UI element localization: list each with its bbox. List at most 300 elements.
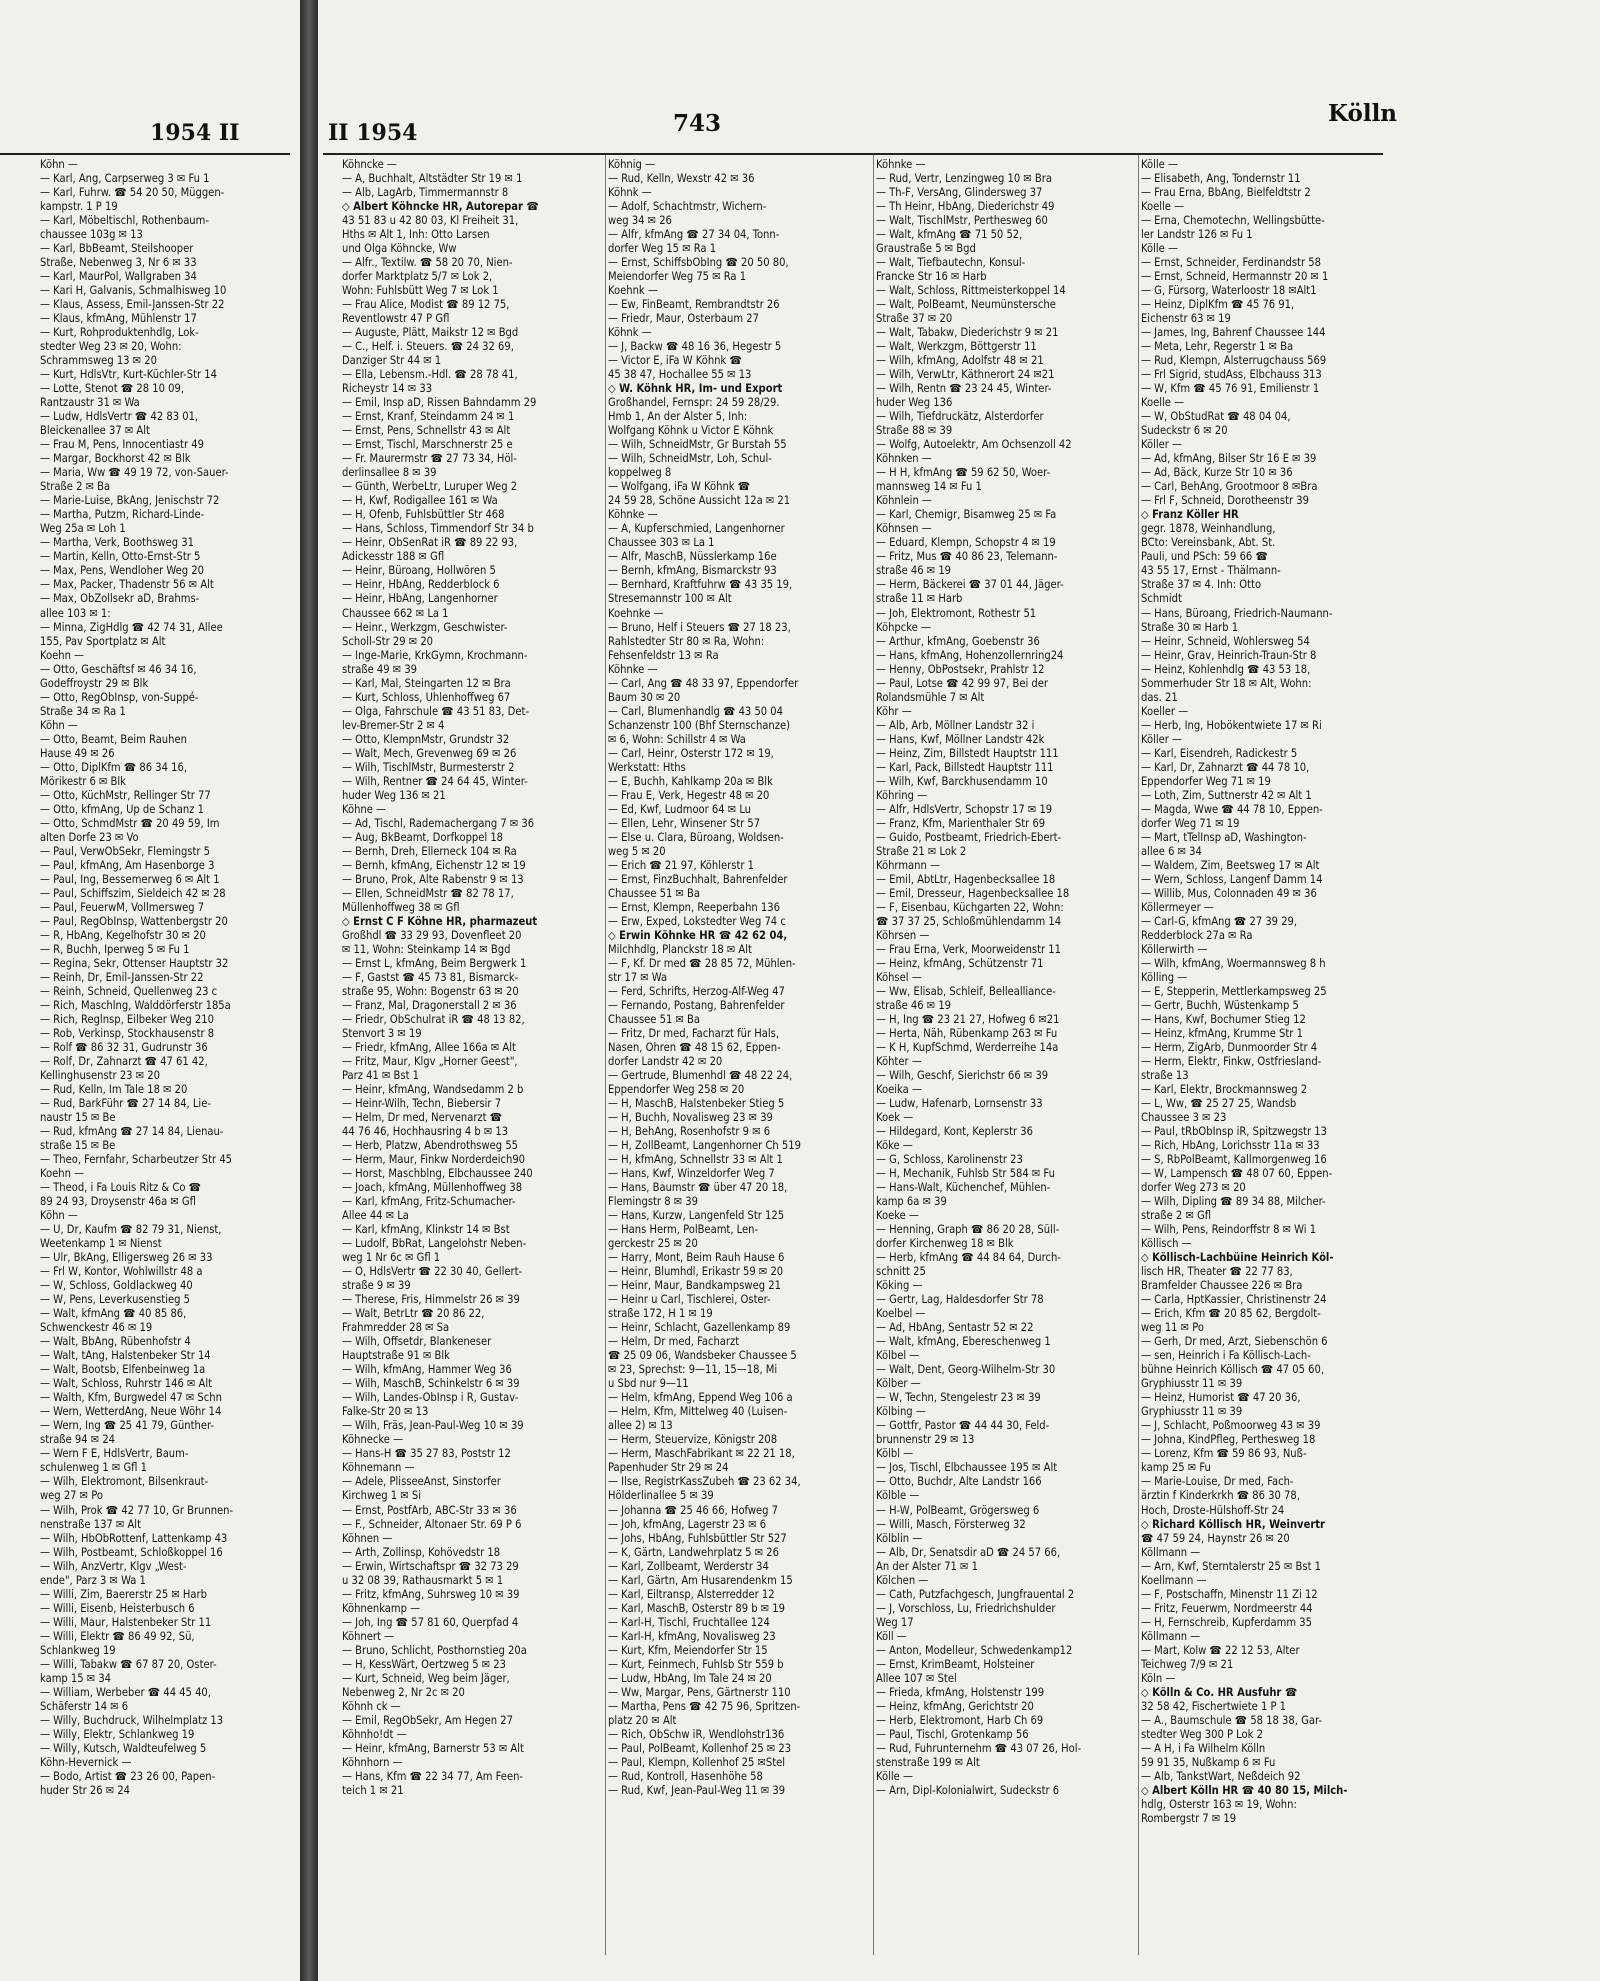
directory-entry-line: ✉ 11, Wohn: Steinkamp 14 ✉ Bgd [342,942,511,956]
directory-entry-line: — Ernst, Kranf, Steindamm 24 ✉ 1 [342,410,515,424]
directory-entry-line: — Bernh, kfmAng, Bismarckstr 93 [608,564,777,578]
directory-entry-line: — Wilh, TischlMstr, Burmesterstr 2 [342,760,515,774]
directory-entry-line: — Fr. Maurermstr ☎ 27 73 34, Höl- [342,452,517,466]
directory-entry-line: — Wilh, Offsetdr, Blankeneser [342,1335,492,1349]
directory-entry-line: Parz 41 ✉ Bst 1 [342,1069,420,1083]
directory-entry-line: — Wern, Schloss, Langenf Damm 14 [1141,872,1323,886]
directory-entry-line: kamp 15 ✉ 34 [40,1671,112,1685]
directory-entry-line: — Bruno, Schlicht, Posthornstieg 20a [342,1643,527,1657]
directory-entry-line: — Heinr., Werkzgm, Geschwister- [342,620,508,634]
directory-entry-line: weg 5 ✉ 20 [608,844,666,858]
directory-entry-line: — Wilh, Tiefdruckätz, Alsterdorfer [876,410,1044,424]
directory-entry-line: platz 20 ✉ Alt [608,1713,677,1727]
directory-entry-line: Rahlstedter Str 80 ✉ Ra, Wohn: [608,634,765,648]
directory-entry-line: dorfer Weg 15 ✉ Ra 1 [608,242,717,256]
directory-entry-line: — W, Kfm ☎ 45 76 91, Emilienstr 1 [1141,382,1320,396]
directory-entry-line: — Rich, Maschlng, Walddörferstr 185a [40,998,231,1012]
surname-heading: Köhpcke — [876,620,931,634]
directory-entry-line: und Olga Köhncke, Ww [342,242,457,256]
surname-heading: Köhnh ck — [342,1699,401,1713]
directory-entry-line: — Herb, Platzw, Abendrothsweg 55 [342,1139,519,1153]
directory-entry-line: — Willib, Mus, Colonnaden 49 ✉ 36 [1141,886,1317,900]
directory-entry-line: — Friedr, ObSchulrat iR ☎ 48 13 82, [342,1012,525,1026]
directory-entry-line: — Walt, Tabakw, Diederichstr 9 ✉ 21 [876,326,1059,340]
directory-entry-line: — Heinr, Maur, Bandkampsweg 21 [608,1279,781,1293]
directory-entry-line: — Henning, Graph ☎ 86 20 28, Süll- [876,1223,1060,1237]
directory-entry-line: — Kari H, Galvanis, Schmalhisweg 10 [40,284,227,298]
directory-entry-line: — Walt, TischlMstr, Perthesweg 60 [876,214,1048,228]
directory-entry-line: — Paul, Schiffszim, Sieldeich 42 ✉ 28 [40,886,226,900]
directory-entry-line: — G, Schloss, Karolinenstr 23 [876,1153,1023,1167]
directory-entry-line: 24 59 28, Schöne Aussicht 12a ✉ 21 [608,494,791,508]
directory-entry-line: ☎ 25 09 06, Wandsbeker Chaussee 5 [608,1349,797,1363]
directory-entry-line: — Bruno, Prok, Alte Rabenstr 9 ✉ 13 [342,872,524,886]
directory-entry-line: — W, Pens, Leverkusenstieg 5 [40,1293,190,1307]
surname-heading: Kölling — [1141,970,1188,984]
directory-entry-line: Mörikestr 6 ✉ Blk [40,774,126,788]
directory-entry-line: — Johs, HbAng, Fuhlsbüttler Str 527 [608,1531,787,1545]
directory-entry-line: ◇ Richard Köllisch HR, Weinvertr [1141,1517,1325,1531]
directory-entry-line: — Ernst, SchiffsbObIng ☎ 20 50 80, [608,256,789,270]
directory-entry-line: — Karl, kfmAng, Fritz-Schumacher- [342,1195,516,1209]
surname-heading: Koelle — [1141,396,1185,410]
surname-heading: Kölbing — [876,1405,926,1419]
directory-entry-line: — Hans, Kurzw, Langenfeld Str 125 [608,1209,785,1223]
directory-entry-line: — Hans, Kwf, Winzeldorfer Weg 7 [608,1167,775,1181]
directory-entry-line: ✉ 6, Wohn: Schillstr 4 ✉ Wa [608,732,746,746]
surname-heading: Köhrmann — [876,858,940,872]
directory-entry-line: — Willi, Maur, Halstenbeker Str 11 [40,1615,212,1629]
directory-entry-line: — William, Werbeber ☎ 44 45 40, [40,1685,211,1699]
directory-entry-line: — F, Kf. Dr med ☎ 28 85 72, Mühlen- [608,956,796,970]
directory-entry-line: Allee 44 ✉ La [342,1209,409,1223]
surname-heading: Kölle — [876,1769,913,1783]
directory-column-1 [40,158,295,1968]
surname-heading: Kölbl — [876,1447,914,1461]
directory-entry-line: — H, Fernschreib, Kupferdamm 35 [1141,1615,1312,1629]
directory-entry-line: — Wilh, kfmAng, Hammer Weg 36 [342,1363,512,1377]
directory-entry-line: — H, BehAng, Rosenhofstr 9 ✉ 6 [608,1125,771,1139]
directory-entry-line: — J, Vorschloss, Lu, Friedrichshulder [876,1601,1056,1615]
directory-entry-line: — F., Schneider, Altonaer Str. 69 P 6 [342,1517,522,1531]
directory-entry-line: 89 24 93, Droysenstr 46a ✉ Gfl [40,1195,196,1209]
directory-entry-line: — Walt, kfmAng ☎ 71 50 52, [876,228,1023,242]
directory-entry-line: stedter Weg 23 ✉ 20, Wohn: [40,340,182,354]
directory-entry-line: straße 46 ✉ 19 [876,564,952,578]
surname-heading: Koehn — [40,648,85,662]
directory-entry-line: — Cath, Putzfachgesch, Jungfrauental 2 [876,1587,1075,1601]
directory-entry-line: — Wilh, SchneidMstr, Gr Burstah 55 [608,438,787,452]
directory-entry-line: — Rud, Fuhrunternehm ☎ 43 07 26, Hol- [876,1741,1082,1755]
directory-entry-line: — Rolf ☎ 86 32 31, Gudrunstr 36 [40,1040,208,1054]
directory-entry-line: — Rud, Kontroll, Hasenhöhe 58 [608,1769,763,1783]
directory-entry-line: — Karl, MaurPol, Wallgraben 34 [40,270,197,284]
directory-entry-line: — Otto, Geschäftsf ✉ 46 34 16, [40,662,197,676]
directory-entry-line: ◇ W. Köhnk HR, Im- und Export [608,382,783,396]
directory-entry-line: — Paul, RegObInsp, Wattenbergstr 20 [40,914,228,928]
directory-entry-line: — Ludolf, BbRat, Langelohstr Neben- [342,1237,527,1251]
directory-entry-line: — Ernst, Tischl, Marschnerstr 25 e [342,438,513,452]
directory-entry-line: — Karl, Möbeltischl, Rothenbaum- [40,214,209,228]
directory-entry-line: — H, Ing ☎ 23 21 27, Hofweg 6 ✉21 [876,1012,1060,1026]
directory-entry-line: — O, HdlsVertr ☎ 22 30 40, Gellert- [342,1265,523,1279]
directory-entry-line: — Wilh, SchneidMstr, Loh, Schul- [608,452,772,466]
directory-entry-line: — Mart, tTelInsp aD, Washington- [1141,830,1307,844]
directory-entry-line: — Wern, Ing ☎ 25 41 79, Günther- [40,1419,214,1433]
directory-entry-line: — H, MaschB, Halstenbeker Stieg 5 [608,1097,785,1111]
directory-entry-line: Richeystr 14 ✉ 33 [342,382,433,396]
directory-entry-line: koppelweg 8 [608,466,672,480]
directory-entry-line: — Alfr., Textilw. ☎ 58 20 70, Nien- [342,256,513,270]
directory-entry-line: dorfer Kirchenweg 18 ✉ Blk [876,1237,1014,1251]
directory-entry-line: 43 51 83 u 42 80 03, Kl Freiheit 31, [342,214,519,228]
directory-entry-line: — Rich, ObSchw iR, Wendlohstr136 [608,1727,785,1741]
right-header-rule [323,153,1383,155]
directory-entry-line: Nebenweg 2, Nr 2c ✉ 20 [342,1685,465,1699]
directory-entry-line: — Kurt, Schloss, Uhlenhoffweg 67 [342,690,511,704]
directory-entry-line: Rolandsmühle 7 ✉ Alt [876,690,985,704]
directory-entry-line: — Ulr, BkAng, Elligersweg 26 ✉ 33 [40,1251,213,1265]
surname-heading: Köhter — [876,1055,922,1068]
directory-entry-line: Weg 17 [876,1615,914,1629]
directory-entry-line: Straße 88 ✉ 39 [876,424,953,438]
surname-heading: Köhnho!dt — [342,1727,407,1741]
directory-entry-line: — Joh, Elektromont, Rothestr 51 [876,606,1037,620]
directory-entry-line: — Max, Pens, Wendloher Weg 20 [40,564,204,578]
directory-entry-line: — Alb, LagArb, Timmermannstr 8 [342,186,509,200]
directory-entry-line: Weg 25a ✉ Loh 1 [40,522,126,536]
directory-entry-line: lev-Bremer-Str 2 ✉ 4 [342,718,445,732]
directory-entry-line: — Erich ☎ 21 97, Köhlerstr 1 [608,858,754,872]
directory-entry-line: — Rud, Vertr, Lenzingweg 10 ✉ Bra [876,172,1052,186]
directory-entry-line: 44 76 46, Hochhausring 4 b ✉ 13 [342,1125,509,1139]
directory-entry-line: bühne Heinrich Köllisch ☎ 47 05 60, [1141,1363,1325,1377]
directory-entry-line: — Wilh, kfmAng, Adolfstr 48 ✉ 21 [876,354,1044,368]
surname-heading: Köhne — [342,802,387,816]
directory-entry-line: — Wilh, Dipling ☎ 89 34 88, Milcher- [1141,1195,1326,1209]
directory-entry-line: Straße 37 ✉ 20 [876,312,953,326]
column-divider [1138,155,1139,1955]
directory-entry-line: — H, KessWärt, Oertzweg 5 ✉ 23 [342,1657,506,1671]
directory-entry-line: Chaussee 51 ✉ Ba [608,886,700,900]
directory-entry-line: — Wilh, Rentn ☎ 23 24 45, Winter- [876,382,1052,396]
directory-entry-line: — Willi, Zim, Baererstr 25 ✉ Harb [40,1587,207,1601]
directory-entry-line: — Willy, Buchdruck, Wilhelmplatz 13 [40,1713,224,1727]
surname-heading: Köhnert — [342,1629,395,1643]
directory-entry-line: Schlankweg 19 [40,1643,116,1657]
directory-entry-line: — Bruno, Helf i Steuers ☎ 27 18 23, [608,620,791,634]
directory-entry-line: — Bernh, kfmAng, Eichenstr 12 ✉ 19 [342,858,526,872]
directory-entry-line: — Franz, Kfm, Marienthaler Str 69 [876,816,1046,830]
directory-entry-line: — U, Dr, Kaufm ☎ 82 79 31, Nienst, [40,1223,222,1237]
directory-entry-line: — Heinz, Zim, Billstedt Hauptstr 111 [876,746,1059,760]
directory-entry-line: huder Weg 136 ✉ 21 [342,788,446,802]
directory-entry-line: — Herb, Ing, Hobökentwiete 17 ✉ Ri [1141,718,1322,732]
directory-entry-line: Bleickenallee 37 ✉ Alt [40,424,150,438]
directory-entry-line: — H, ZollBeamt, Langenhorner Ch 519 [608,1139,801,1153]
directory-entry-line: huder Str 26 ✉ 24 [40,1783,131,1797]
directory-entry-line: — Walt, Schloss, Ruhrstr 146 ✉ Alt [40,1377,213,1391]
directory-entry-line: — Karl, Zollbeamt, Werderstr 34 [608,1559,769,1573]
directory-entry-line: — F, Postschaffn, Minenstr 11 Zi 12 [1141,1587,1318,1601]
directory-entry-line: — Aug, BkBeamt, Dorfkoppel 18 [342,830,504,844]
directory-entry-line: — Ella, Lebensm.-Hdl. ☎ 28 78 41, [342,368,518,382]
directory-entry-line: — Alfr, HdlsVertr, Schopstr 17 ✉ 19 [876,802,1053,816]
directory-entry-line: gegr. 1878, Weinhandlung, [1141,522,1276,536]
directory-entry-line: — Ludw, Hafenarb, Lornsenstr 33 [876,1097,1043,1111]
directory-entry-line: — Paul, kfmAng, Am Hasenborge 3 [40,858,215,872]
directory-entry-line: Allee 107 ✉ Stel [876,1671,957,1685]
directory-entry-line: — Frl Sigrid, studAss, Elbchauss 313 [1141,368,1322,382]
directory-entry-line: — Ernst, KrimBeamt, Holsteiner [876,1657,1035,1671]
directory-entry-line: — Max, Packer, Thadenstr 56 ✉ Alt [40,578,214,592]
directory-entry-line: — Gertrude, Blumenhdl ☎ 48 22 24, [608,1069,793,1083]
directory-entry-line: — sen, Heinrich i Fa Köllisch-Lach- [1141,1349,1311,1363]
directory-entry-line: — A, Kupferschmied, Langenhorner [608,522,785,536]
surname-heading: Köhnhorn — [342,1755,403,1769]
surname-heading: Koehnk — [608,284,658,298]
directory-entry-line: — Olga, Fahrschule ☎ 43 51 83, Det- [342,704,529,718]
directory-entry-line: Straße 2 ✉ Ba [40,480,111,494]
directory-entry-line: — Reinh, Dr, Emil-Janssen-Str 22 [40,970,204,984]
directory-entry-line: — Karl, Eisendreh, Radickestr 5 [1141,746,1298,760]
directory-entry-line: — Maria, Ww ☎ 49 19 72, von-Sauer- [40,466,229,480]
directory-entry-line: — Reinh, Schneid, Quellenweg 23 c [40,984,218,998]
directory-entry-line: — Johanna ☎ 25 46 66, Hofweg 7 [608,1503,779,1517]
directory-entry-line: — Fernando, Postang, Bahrenfelder [608,998,785,1012]
surname-heading: Koeke — [876,1209,919,1223]
directory-entry-line: — A H, i Fa Wilhelm Kölln [1141,1741,1266,1755]
directory-entry-line: — F, Eisenbau, Küchgarten 22, Wohn: [876,900,1064,914]
directory-entry-line: — K, Gärtn, Landwehrplatz 5 ✉ 26 [608,1545,779,1559]
directory-entry-line: — Otto, Beamt, Beim Rauhen [40,732,187,746]
directory-entry-line: Wolfgang Köhnk u Victor E Köhnk [608,424,774,438]
directory-entry-line: Schmidt [1141,592,1182,606]
directory-entry-line: 43 55 17, Ernst - Thälmann- [1141,564,1281,578]
directory-entry-line: — Heinr, Schlacht, Gazellenkamp 89 [608,1321,791,1335]
surname-heading: Kölbel — [876,1349,920,1363]
directory-entry-line: Adickesstr 188 ✉ Gfl [342,550,445,564]
directory-entry-line: — James, Ing, Bahrenf Chaussee 144 [1141,326,1326,340]
directory-entry-line: — Wilh, Rentner ☎ 24 64 45, Winter- [342,774,528,788]
directory-entry-line: Straße, Nebenweg 3, Nr 6 ✉ 33 [40,256,197,270]
directory-entry-line: ◇ Albert Köhncke HR, Autorepar ☎ [342,200,539,214]
directory-entry-line: — Loth, Zim, Suttnerstr 42 ✉ Alt 1 [1141,788,1312,802]
directory-entry-line: — Fritz, Dr med, Facharzt für Hals, [608,1026,780,1040]
surname-heading: Koek — [876,1111,914,1125]
directory-entry-line: — Regina, Sekr, Ottenser Hauptstr 32 [40,956,229,970]
directory-entry-line: — Erw, Exped, Lokstedter Weg 74 c [608,914,786,928]
directory-entry-line: — Ludw, HdlsVertr ☎ 42 83 01, [40,410,199,424]
directory-entry-line: — Bodo, Artist ☎ 23 26 00, Papen- [40,1769,216,1783]
directory-entry-line: — Rolf, Dr, Zahnarzt ☎ 47 61 42, [40,1055,208,1068]
directory-entry-line: — Karl, Fuhrw. ☎ 54 20 50, Müggen- [40,186,225,200]
directory-entry-line: Danziger Str 44 ✉ 1 [342,354,442,368]
directory-entry-line: — Karl, MaschB, Osterstr 89 b ✉ 19 [608,1601,785,1615]
directory-entry-line: — Emil, Insp aD, Rissen Bahndamm 29 [342,396,537,410]
surname-heading: Kölle — [1141,242,1178,256]
surname-heading: Köhnig — [608,158,656,171]
directory-entry-line: kampstr. 1 P 19 [40,200,118,214]
directory-entry-line: — J, Schlacht, Poßmoorweg 43 ✉ 39 [1141,1419,1321,1433]
directory-entry-line: — Frieda, kfmAng, Holstenstr 199 [876,1685,1045,1699]
directory-entry-line: teich 1 ✉ 21 [342,1783,404,1797]
directory-entry-line: — Herm, ZigArb, Dunmoorder Str 4 [1141,1040,1318,1054]
directory-entry-line: — Otto, kfmAng, Up de Schanz 1 [40,802,204,816]
directory-entry-line: — Paul, Ing, Bessemerweg 6 ✉ Alt 1 [40,872,220,886]
directory-entry-line: — Walt, kfmAng, Ebereschenweg 1 [876,1335,1051,1349]
directory-entry-line: — Rob, Verkinsp, Stockhausenstr 8 [40,1026,215,1040]
directory-entry-line: — G, Fürsorg, Waterloostr 18 ✉Alt1 [1141,284,1317,298]
directory-entry-line: — Frau E, Verk, Hegestr 48 ✉ 20 [608,788,770,802]
directory-entry-line: weg 34 ✉ 26 [608,214,672,228]
directory-entry-line: — W, ObStudRat ☎ 48 04 04, [1141,410,1291,424]
directory-entry-line: Scholl-Str 29 ✉ 20 [342,634,434,648]
directory-entry-line: — Arn, Dipl-Kolonialwirt, Sudeckstr 6 [876,1783,1060,1797]
directory-entry-line: — Victor E, iFa W Köhnk ☎ [608,354,742,368]
directory-entry-line: — Bernh, Dreh, Ellerneck 104 ✉ Ra [342,844,517,858]
directory-entry-line: — Horst, Maschblng, Elbchaussee 240 [342,1167,533,1181]
directory-entry-line: straße 94 ✉ 24 [40,1433,116,1447]
surname-heading: Koelbel — [876,1307,926,1321]
directory-entry-line: Hauptstraße 91 ✉ Blk [342,1349,450,1363]
directory-entry-line: — Friedr, kfmAng, Allee 166a ✉ Alt [342,1040,516,1054]
directory-entry-line: — Anton, Modelleur, Schwedenkamp12 [876,1643,1073,1657]
directory-entry-line: Straße 37 ✉ 4. Inh: Otto [1141,578,1262,592]
directory-entry-line: — Paul, Lotse ☎ 42 99 97, Bei der [876,676,1048,690]
surname-heading: Köhn — [40,718,78,732]
directory-entry-line: — Karl, Pack, Billstedt Hauptstr 111 [876,760,1054,774]
left-page [0,0,300,1981]
directory-entry-line: — Walt, PolBeamt, Neumünstersche [876,298,1056,312]
directory-entry-line: — Paul, tRbObInsp iR, Spitzwegstr 13 [1141,1125,1327,1139]
directory-entry-line: — Frl W, Kontor, Wohlwillstr 48 a [40,1265,203,1279]
directory-entry-line: — H, kfmAng, Schnellstr 33 ✉ Alt 1 [608,1153,783,1167]
directory-entry-line: Pauli, und PSch: 59 66 ☎ [1141,550,1268,564]
column-divider [873,155,874,1955]
directory-entry-line: — Theod, i Fa Louis Ritz & Co ☎ [40,1181,202,1195]
directory-entry-line: — Auguste, Plätt, Maikstr 12 ✉ Bgd [342,326,519,340]
directory-entry-line: — L, Ww, ☎ 25 27 25, Wandsb [1141,1097,1297,1111]
directory-entry-line: — Ernst, Klempn, Reeperbahn 136 [608,900,780,914]
surname-heading: Koehn — [40,1167,85,1181]
directory-entry-line: — Paul, FeuerwM, Vollmersweg 7 [40,900,205,914]
directory-entry-line: — Herm, Steuervize, Königstr 208 [608,1433,778,1447]
directory-entry-line: Gryphiusstr 11 ✉ 39 [1141,1377,1243,1391]
directory-entry-line: — Wolfg, Autoelektr, Am Ochsenzoll 42 [876,438,1072,452]
directory-entry-line: — Gertr, Lag, Haldesdorfer Str 78 [876,1293,1044,1307]
surname-heading: Köllmann — [1141,1629,1201,1643]
directory-entry-line: — Heinr, HbAng, Redderblock 6 [342,578,500,592]
directory-entry-line: — Wilh, Geschf, Sierichstr 66 ✉ 39 [876,1069,1049,1083]
directory-entry-line: — Wilh, Postbeamt, Schloßkoppel 16 [40,1545,223,1559]
directory-entry-line: Werkstatt: Hths [608,760,686,774]
directory-entry-line: Chaussee 303 ✉ La 1 [608,536,715,550]
directory-entry-line: — Mart, Kolw ☎ 22 12 53, Alter [1141,1643,1300,1657]
directory-entry-line: ◇ Albert Kölln HR ☎ 40 80 15, Milch- [1141,1783,1348,1797]
directory-entry-line: — Minna, ZigHdlg ☎ 42 74 31, Allee [40,620,223,634]
directory-entry-line: weg 1 Nr 6c ✉ Gfl 1 [342,1251,441,1265]
surname-heading: Köhnenkamp — [342,1601,421,1615]
directory-entry-line: — Rud, Kwf, Jean-Paul-Weg 11 ✉ 39 [608,1783,786,1797]
surname-heading: Köller — [1141,438,1183,452]
directory-entry-line: — H H, kfmAng ☎ 59 62 50, Woer- [876,466,1051,480]
directory-entry-line: — Willy, Kutsch, Waldteufelweg 5 [40,1741,207,1755]
directory-entry-line: Papenhuder Str 29 ✉ 24 [608,1461,729,1475]
directory-entry-line: Graustraße 5 ✉ Bgd [876,242,976,256]
directory-entry-line: — A., Baumschule ☎ 58 18 38, Gar- [1141,1713,1322,1727]
directory-entry-line: — Magda, Wwe ☎ 44 78 10, Eppen- [1141,802,1323,816]
directory-entry-line: — Franz, Mal, Dragonerstall 2 ✉ 36 [342,998,517,1012]
directory-entry-line: — Walt, Tiefbautechn, Konsul- [876,256,1026,270]
directory-entry-line: — Hans Herm, PolBeamt, Len- [608,1223,759,1237]
directory-entry-line: — Meta, Lehr, Regerstr 1 ✉ Ba [1141,340,1294,354]
directory-entry-line: str 17 ✉ Wa [608,970,668,984]
directory-entry-line: ler Landstr 126 ✉ Fu 1 [1141,228,1253,242]
directory-entry-line: — Wilh, Pens, Reindorffstr 8 ✉ Wi 1 [1141,1223,1317,1237]
directory-entry-line: — Henny, ObPostsekr, Prahlstr 12 [876,662,1045,676]
directory-entry-line: — Wilh, HbObRottenf, Lattenkamp 43 [40,1531,228,1545]
directory-entry-line: — Carla, HptKassier, Christinenstr 24 [1141,1293,1327,1307]
directory-entry-line: Fehsenfeldstr 13 ✉ Ra [608,648,719,662]
directory-entry-line: — H, Kwf, Rodigallee 161 ✉ Wa [342,494,498,508]
directory-entry-line: — Alfr, kfmAng ☎ 27 34 04, Tonn- [608,228,780,242]
directory-entry-line: ☎ 47 59 24, Haynstr 26 ✉ 20 [1141,1531,1290,1545]
directory-entry-line: — Ad, kfmAng, Bilser Str 16 E ✉ 39 [1141,452,1317,466]
directory-column-4 [876,158,1138,1968]
directory-entry-line: — Kurt, Rohproduktenhdlg, Lok- [40,326,199,340]
directory-entry-line: allee 6 ✉ 34 [1141,844,1202,858]
surname-heading: Köhnemann — [342,1461,415,1475]
right-page [318,0,1600,1981]
directory-entry-line: 32 58 42, Fischertwiete 1 P 1 [1141,1699,1286,1713]
directory-entry-line: — Heinz, Humorist ☎ 47 20 36, [1141,1391,1301,1405]
surname-heading: Köhring — [876,788,928,802]
directory-entry-line: — Karl, Elektr, Brockmannsweg 2 [1141,1083,1308,1097]
directory-entry-line: lisch HR, Theater ☎ 22 77 83, [1141,1265,1293,1279]
directory-entry-line: — Karl, Dr, Zahnarzt ☎ 44 78 10, [1141,760,1310,774]
surname-heading: Köllisch — [1141,1237,1192,1251]
directory-entry-line: — Martha, Verk, Boothsweg 31 [40,536,195,550]
directory-entry-line: — Arth, Zollinsp, Kohövedstr 18 [342,1545,501,1559]
directory-entry-line: — C., Helf. i. Steuers. ☎ 24 32 69, [342,340,514,354]
directory-entry-line: Bramfelder Chaussee 226 ✉ Bra [1141,1279,1303,1293]
directory-entry-line: — Hans, Baumstr ☎ über 47 20 18, [608,1181,788,1195]
directory-entry-line: — Wolfgang, iFa W Köhnk ☎ [608,480,751,494]
directory-entry-line: Baum 30 ✉ 20 [608,690,681,704]
surname-heading: Köhsel — [876,970,922,984]
directory-entry-line: — Wilh, Elektromont, Bilsenkraut- [40,1475,209,1489]
directory-entry-line: — Rich, HbAng, Lorichsstr 11a ✉ 33 [1141,1139,1320,1153]
surname-heading: Köhncke — [342,158,397,171]
directory-entry-line: Kirchweg 1 ✉ Si [342,1489,421,1503]
directory-entry-line: — Wilh, VerwLtr, Käthnerort 24 ✉21 [876,368,1055,382]
directory-entry-line: — Friedr, Maur, Osterbaum 27 [608,312,759,326]
surname-heading: Kölblin — [876,1531,923,1545]
directory-entry-line: — Otto, DiplKfm ☎ 86 34 16, [40,760,187,774]
directory-entry-line: Milchhdlg, Planckstr 18 ✉ Alt [608,942,752,956]
directory-entry-line: Nasen, Ohren ☎ 48 15 62, Eppen- [608,1040,781,1054]
left-header-rule [0,153,290,155]
directory-entry-line: 59 91 35, Nußkamp 6 ✉ Fu [1141,1755,1276,1769]
directory-entry-line: Wohn: Fuhlsbütt Weg 7 ✉ Lok 1 [342,284,499,298]
directory-entry-line: Sudeckstr 6 ✉ 20 [1141,424,1228,438]
directory-entry-line: — Frl F, Schneid, Dorotheenstr 39 [1141,494,1309,508]
directory-entry-line: ◇ Franz Köller HR [1141,508,1239,522]
directory-entry-line: — Hans, Kfm ☎ 22 34 77, Am Feen- [342,1769,524,1783]
directory-entry-line: nenstraße 137 ✉ Alt [40,1517,141,1531]
surname-heading: Köllerwirth — [1141,942,1208,956]
